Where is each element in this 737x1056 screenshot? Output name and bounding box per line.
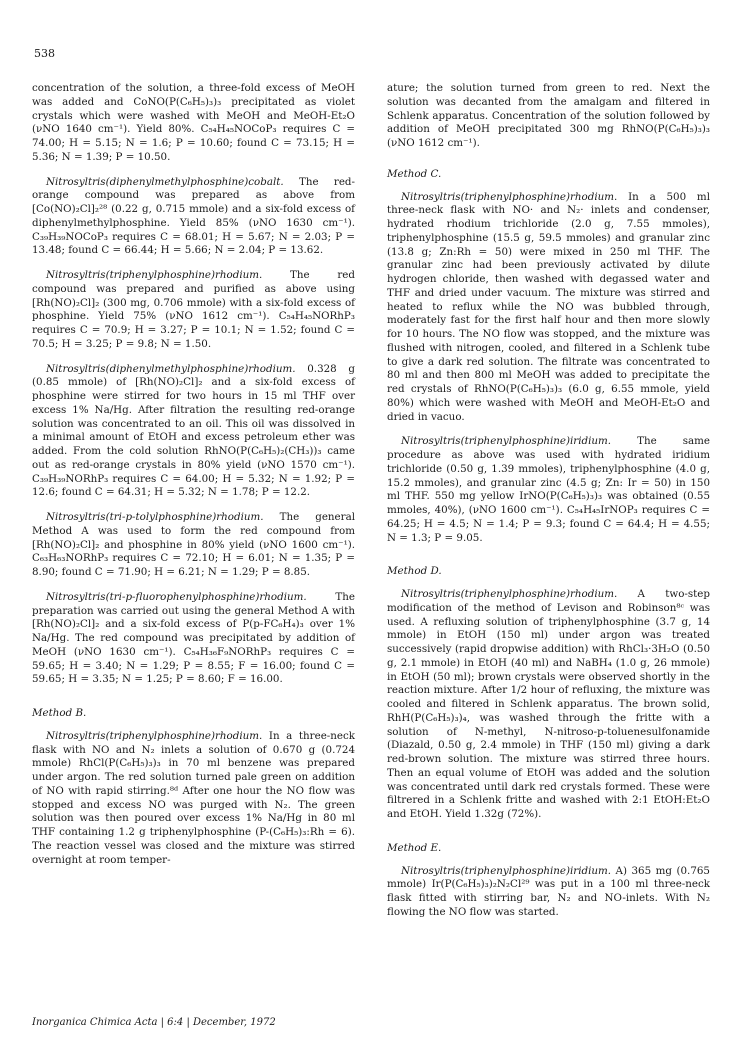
compound-heading: Nitrosyltris(triphenylphosphine)rhodium. (46, 729, 263, 742)
paragraph: Nitrosyltris(diphenylmethylphosphine)cobalt. The red-orange compound was prepared as above from [Co(NO)₂Cl]₂²⁸ (0.22 g, 0.715 mmole) and a six-fold excess of diphenylmethylphosphine. Yield 85% (νNO 1630 cm⁻¹). C₃₉H₃₉NOCoP₃ requires C = 68.01; H = 5.67; N = 2.03; P = 13.48; found C = 66.44; H = 5.66; N = 2.04; P = 13.62. (32, 175, 355, 257)
paragraph: Nitrosyltris(diphenylmethylphosphine)rhodium. 0.328 g (0.85 mmole) of [Rh(NO)₂Cl]₂ and a six-fold excess of phosphine were stirred for two hours in 15 ml THF over excess 1% Na/Hg. After filtration the resulting red-orange solution was concentrated to an oil. This oil was dissolved in a minimal amount of EtOH and excess petroleum ether was added. From the cold solution RhNO(P(C₆H₅)₂(CH₃))₃ came out as red-orange crystals in 80% yield (νNO 1570 cm⁻¹). C₃₉H₃₉NORhP₃ requires C = 64.00; H = 5.32; N = 1.92; P = 12.6; found C = 64.31; H = 5.32; N = 1.78; P = 12.2. (32, 362, 355, 499)
section-heading: Method C. (387, 167, 442, 180)
right-column (387, 82, 710, 920)
paragraph: Nitrosyltris(tri-p-fluorophenylphosphine)rhodium. The preparation was carried out using the general Method A with [Rh(NO)₂Cl]₂ and a six-fold excess of P(p-FC₆H₄)₃ over 1% Na/Hg. The red compound was precipitated by addition of MeOH (νNO 1630 cm⁻¹). C₅₄H₃₆F₉NORhP₃ requires C = 59.65; H = 3.40; N = 1.29; P = 8.55; F = 16.00; found C = 59.65; H = 3.35; N = 1.25; P = 8.60; F = 16.00. (32, 590, 355, 686)
paragraph: Nitrosyltris(triphenylphosphine)iridium. The same procedure as above was used with hydrated iridium trichloride (0.50 g, 1.39 mmoles), triphenylphosphine (4.0 g, 15.2 mmoles), and granular zinc (4.5 g; Zn: Ir = 50) in 150 ml THF. 550 mg yellow IrNO(P(C₆H₅)₃)₃ was obtained (0.55 mmoles, 40%), (νNO 1600 cm⁻¹). C₅₄H₄₅IrNOP₃ requires C = 64.25; H = 4.5; N = 1.4; P = 9.3; found C = 64.4; H = 4.55; N = 1.3; P = 9.05. (387, 435, 710, 544)
section-heading: Method B. (32, 707, 87, 719)
compound-heading: Nitrosyltris(triphenylphosphine)rhodium. (46, 269, 263, 281)
compound-heading: Nitrosyltris(triphenylphosphine)rhodium. (401, 588, 618, 600)
paragraph: concentration of the solution, a three-fold excess of MeOH was added and CoNO(P(C₆H₅)₃)₃ precipitated as violet crystals which were washed with MeOH and MeOH-Et₂O (νNO 1640 cm⁻¹). Yield 80%. C₅₄H₄₅NOCoP₃ requires C = 74.00; H = 5.15; N = 1.6; P = 10.60; found C = 73.15; H = 5.36; N = 1.39; P = 10.50. (32, 82, 355, 163)
compound-heading: Nitrosyltris(diphenylmethylphosphine)cobalt. (46, 175, 284, 188)
paragraph: Nitrosyltris(triphenylphosphine)rhodium. In a 500 ml three-neck flask with NO· and N₂· inlets and condenser, hydrated rhodium trichloride (2.0 g, 7.55 mmoles), triphenylphosphine (15.5 g, 59.5 mmoles) and granular zinc (13.8 g; Zn:Rh = 50) were mixed in 250 ml THF. The granular zinc had been previously activated by dilute hydrogen chloride, then washed with degassed water and THF and dried under vacuum. The mixture was stirred and heated to reflux while the NO was bubbled through, moderately fast for the first half hour and then more slowly for 10 hours. The NO flow was stopped, and the mixture was flushed with nitrogen, cooled, and filtered in a Schlenk tube to give a dark red solution. The filtrate was concentrated to 80 ml and then 800 ml MeOH was added to precipitate the red crystals of RhNO(P(C₆H₅)₃)₃ (6.0 g, 6.55 mmole, yield 80%) which were washed with MeOH and MeOH-Et₂O and dried in vacuo. (387, 190, 710, 423)
compound-heading: Nitrosyltris(tri-p-tolylphosphine)rhodium. (46, 511, 264, 523)
compound-heading: Nitrosyltris(diphenylmethylphosphine)rhodium. (46, 362, 296, 375)
paragraph: Nitrosyltris(triphenylphosphine)rhodium. A two-step modification of the method of Levison and Robinson⁸ᶜ was used. A refluxing solution of triphenylphosphine (3.7 g, 14 mmole) in EtOH (150 ml) under argon was treated successively (rapid dropwise addition) with RhCl₃·3H₂O (0.50 g, 2.1 mmole) in EtOH (40 ml) and NaBH₄ (1.0 g, 26 mmole) in EtOH (50 ml); brown crystals were observed shortly in the reaction mixture. After 1/2 hour of refluxing, the mixture was cooled and filtered in Schlenk apparatus. The brown solid, RhH(P(C₆H₅)₃)₄, was washed through the fritte with a solution of N-methyl, N-nitroso-p-toluenesulfonamide (Diazald, 0.50 g, 2.4 mmole) in THF (150 ml) giving a dark red-brown solution. The mixture was stirred three hours. Then an equal volume of EtOH was added and the solution was concentrated until dark red crystals formed. These were filtrered in a Schlenk fritte and washed with 2:1 EtOH:Et₂O and EtOH. Yield 1.32g (72%). (387, 588, 710, 820)
left-column (32, 82, 355, 867)
paragraph: Nitrosyltris(triphenylphosphine)rhodium. The red compound was prepared and purified as above using [Rh(NO)₂Cl]₂ (300 mg, 0.706 mmole) with a six-fold excess of phosphine. Yield 75% (νNO 1612 cm⁻¹). C₅₄H₄₅NORhP₃ requires C = 70.9; H = 3.27; P = 10.1; N = 1.52; found C = 70.5; H = 3.25; P = 9.8; N = 1.50. (32, 269, 355, 350)
paragraph: ature; the solution turned from green to red. Next the solution was decanted from the amalgam and filtered in Schlenk apparatus. Concentration of the solution followed by addition of MeOH precipitated 300 mg RhNO(P(C₆H₅)₃)₃ (νNO 1612 cm⁻¹). (387, 82, 710, 149)
compound-heading: Nitrosyltris(triphenylphosphine)rhodium. (401, 190, 618, 203)
compound-heading: Nitrosyltris(tri-p-fluorophenylphosphine)rhodium. (46, 590, 307, 603)
paragraph: Nitrosyltris(tri-p-tolylphosphine)rhodium. The general Method A was used to form the red compound from [Rh(NO)₂Cl]₂ and phosphine in 80% yield (νNO 1600 cm⁻¹). C₆₃H₆₃NORhP₃ requires C = 72.10; H = 6.01; N = 1.35; P = 8.90; found C = 71.90; H = 6.21; N = 1.29; P = 8.85. (32, 511, 355, 578)
section-heading: Method E. (387, 841, 442, 854)
paragraph: Nitrosyltris(triphenylphosphine)iridium. A) 365 mg (0.765 mmole) Ir(P(C₆H₅)₃)₂N₂Cl²⁹ was put in a 100 ml three-neck flask fitted with stirring bar, N₂ and NO-inlets. With N₂ flowing the NO flow was started. (387, 864, 710, 918)
compound-heading: Nitrosyltris(triphenylphosphine)iridium. (401, 435, 612, 448)
compound-heading: Nitrosyltris(triphenylphosphine)iridium. (401, 864, 612, 877)
section-heading: Method D. (387, 565, 442, 578)
paragraph: Nitrosyltris(triphenylphosphine)rhodium. In a three-neck flask with NO and N₂ inlets a solution of 0.670 g (0.724 mmole) RhCl(P(C₆H₅)₃)₃ in 70 ml benzene was prepared under argon. The red solution turned pale green on addition of NO with rapid stirring.⁸ᵈ After one hour the NO flow was stopped and excess NO was purged with N₂. The green solution was then poured over excess 1% Na/Hg in 80 ml THF containing 1.2 g triphenylphosphine (P-(C₆H₅)₃:Rh = 6). The reaction vessel was closed and the mixture was stirred overnight at room temper- (32, 729, 355, 866)
page-number: 538 (34, 47, 55, 60)
journal-footer: Inorganica Chimica Acta | 6:4 | December, 1972 (32, 1017, 276, 1028)
